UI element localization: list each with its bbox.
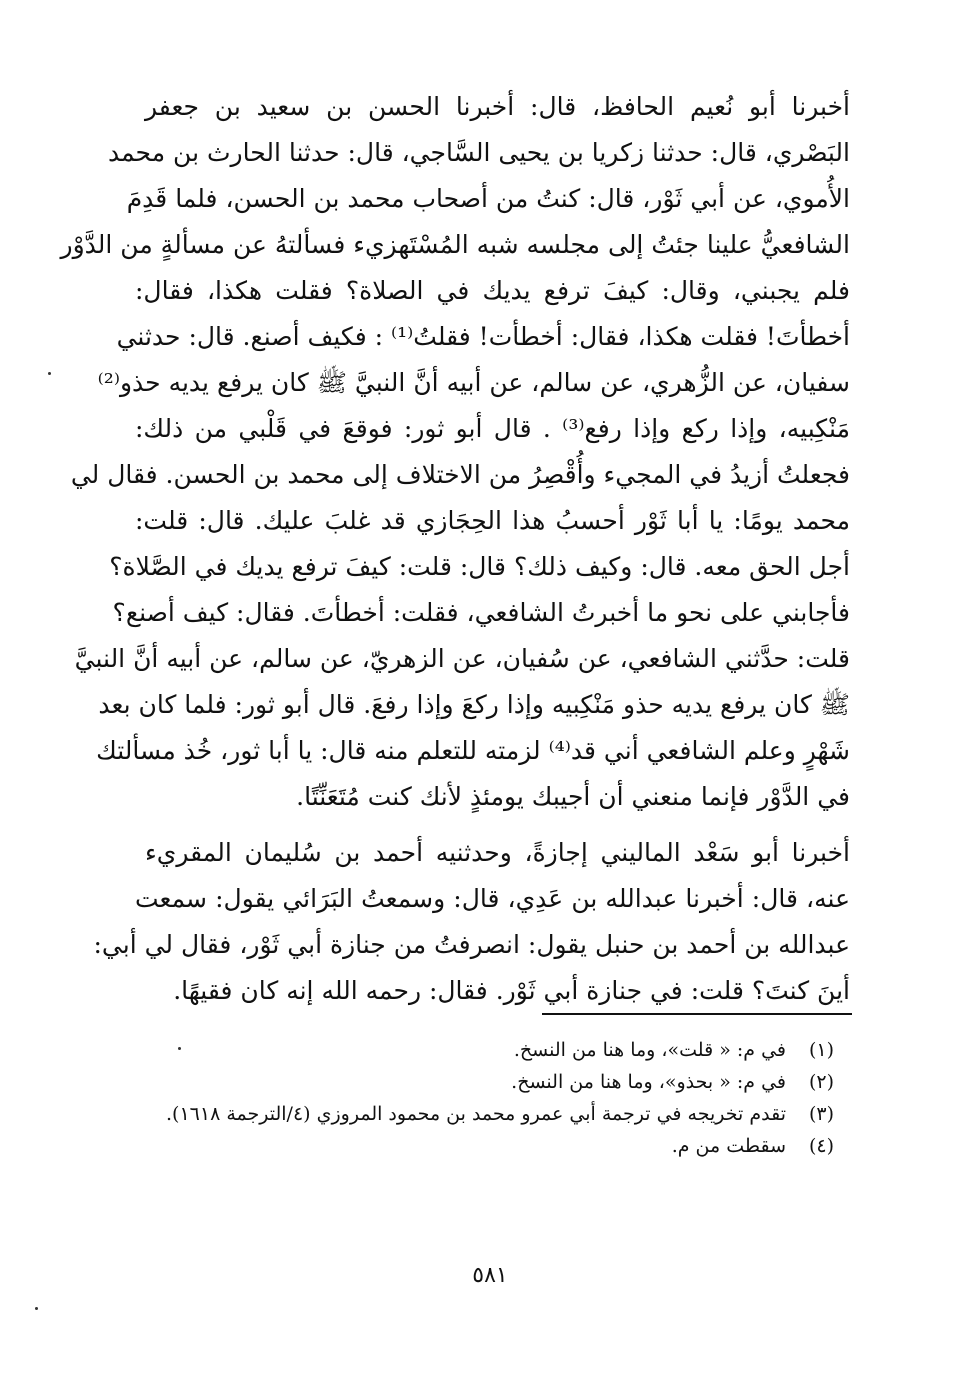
text-line: أخبرنا أبو سَعْد الماليني إجازةً، وحدثنيه أحمد بن سُليمان المقريء <box>145 838 850 867</box>
text-line: شَهْرٍ وعلم الشافعي أني قد⁽⁴⁾ لزمته للتعلم منه قال: يا أبا ثور، خُذ مسألتك <box>96 736 850 765</box>
text-line: البَصْري، قال: حدثنا زكريا بن يحيى السَّاجي، قال: حدثنا الحارث بن محمد <box>107 138 850 167</box>
text-line: أينَ كنتَ؟ قلت: في جنازة أبي ثَوْر. فقال: رحمه الله إنه كان فقيهًا. <box>173 976 850 1005</box>
text-line: محمد يومًا: يا أبا ثَوْر أحسبُ هذا الحِجَازي قد غلبَ عليك. قال: قلت: <box>135 506 850 535</box>
footnote-separator <box>542 1013 852 1015</box>
text-line: الأُموي، عن أبي ثَوْر، قال: كنتُ من أصحاب محمد بن الحسن، فلما قَدِمَ <box>126 184 850 213</box>
scan-speck <box>35 1307 38 1310</box>
footnote-text: في م: « بحذو»، وما هنا من النسخ. <box>511 1071 786 1093</box>
text-line: عنه، قال: أخبرنا عبدالله بن عَدِي، قال: وسمعتُ البَرَائي يقول: سمعت <box>135 884 850 913</box>
footnote-number: (٢) <box>808 1071 834 1093</box>
footnote-2 <box>134 1068 834 1096</box>
scan-speck <box>178 1047 181 1050</box>
footnote-3 <box>134 1100 834 1128</box>
text-line: فجعلتُ أزيدُ في المجيء وأُقْصِرُ من الاختلاف إلى محمد بن الحسن. فقال لي <box>70 460 850 489</box>
text-line: مَنْكِبيه، وإذا ركع وإذا رفع⁽³⁾ . قال أبو ثور: فوقعَ في قَلْبي من ذلك: <box>135 414 850 443</box>
footnote-number: (١) <box>808 1039 834 1061</box>
text-line: فلم يجبني، وقال: كيفَ ترفع يديك في الصلاة؟ فقلت هكذا، فقال: <box>135 276 850 305</box>
footnote-text: سقطت من م. <box>671 1135 786 1157</box>
text-line: الشافعيُّ علينا جئتُ إلى مجلسه شبه المُسْتَهزيء فسألتهُ عن مسألةٍ من الدَّوْر <box>60 230 850 259</box>
text-line: قلت: حدَّثني الشافعي، عن سُفيان، عن الزهريّ، عن سالم، عن أبيه أنَّ النبيَّ <box>74 644 850 673</box>
text-line: سفيان، عن الزُّهري، عن سالم، عن أبيه أنَّ النبيَّ ﷺ كان يرفع يديه حذو⁽²⁾ <box>97 368 850 397</box>
text-line: ﷺ كان يرفع يديه حذو مَنْكِبيه وإذا ركعَ وإذا رفعَ. قال أبو ثور: فلما كان بعد <box>98 690 850 719</box>
scan-speck <box>48 372 51 375</box>
text-line: في الدَّوْر فإنما منعني أن أجيبك يومئذٍ لأنك كنت مُتَعَنِّتًا. <box>296 782 850 811</box>
text-line: فأجابني على نحو ما أخبرتُ الشافعي، فقلت: أخطأتَ. فقال: كيف أصنع؟ <box>112 598 850 627</box>
text-line: أخطأتَ! فقلت هكذا، فقال: أخطأت! فقلتُ⁽¹⁾ : فكيف أصنع. قال: حدثني <box>116 322 850 351</box>
footnote-1 <box>134 1036 834 1064</box>
text-line: أجل الحق معه. قال: وكيف ذلك؟ قال: قلت: كيفَ ترفع يديك في الصَّلاة؟ <box>109 552 850 581</box>
footnote-4 <box>134 1132 834 1160</box>
footnote-number: (٤) <box>808 1135 834 1157</box>
page-number: ٥٨١ <box>472 1263 508 1288</box>
footnote-text: في م: « قلت»، وما هنا من النسخ. <box>513 1039 786 1061</box>
text-line: عبدالله بن أحمد بن حنبل يقول: انصرفتُ من جنازة أبي ثَوْر، فقال لي أبي: <box>93 930 850 959</box>
footnote-number: (٣) <box>808 1103 834 1125</box>
footnote-text: تقدم تخريجه في ترجمة أبي عمرو محمد بن محمود المروزي (٤/الترجمة ١٦١٨). <box>166 1103 786 1125</box>
text-line: أخبرنا أبو نُعيم الحافظ، قال: أخبرنا الحسن بن سعيد بن جعفر <box>145 92 850 121</box>
